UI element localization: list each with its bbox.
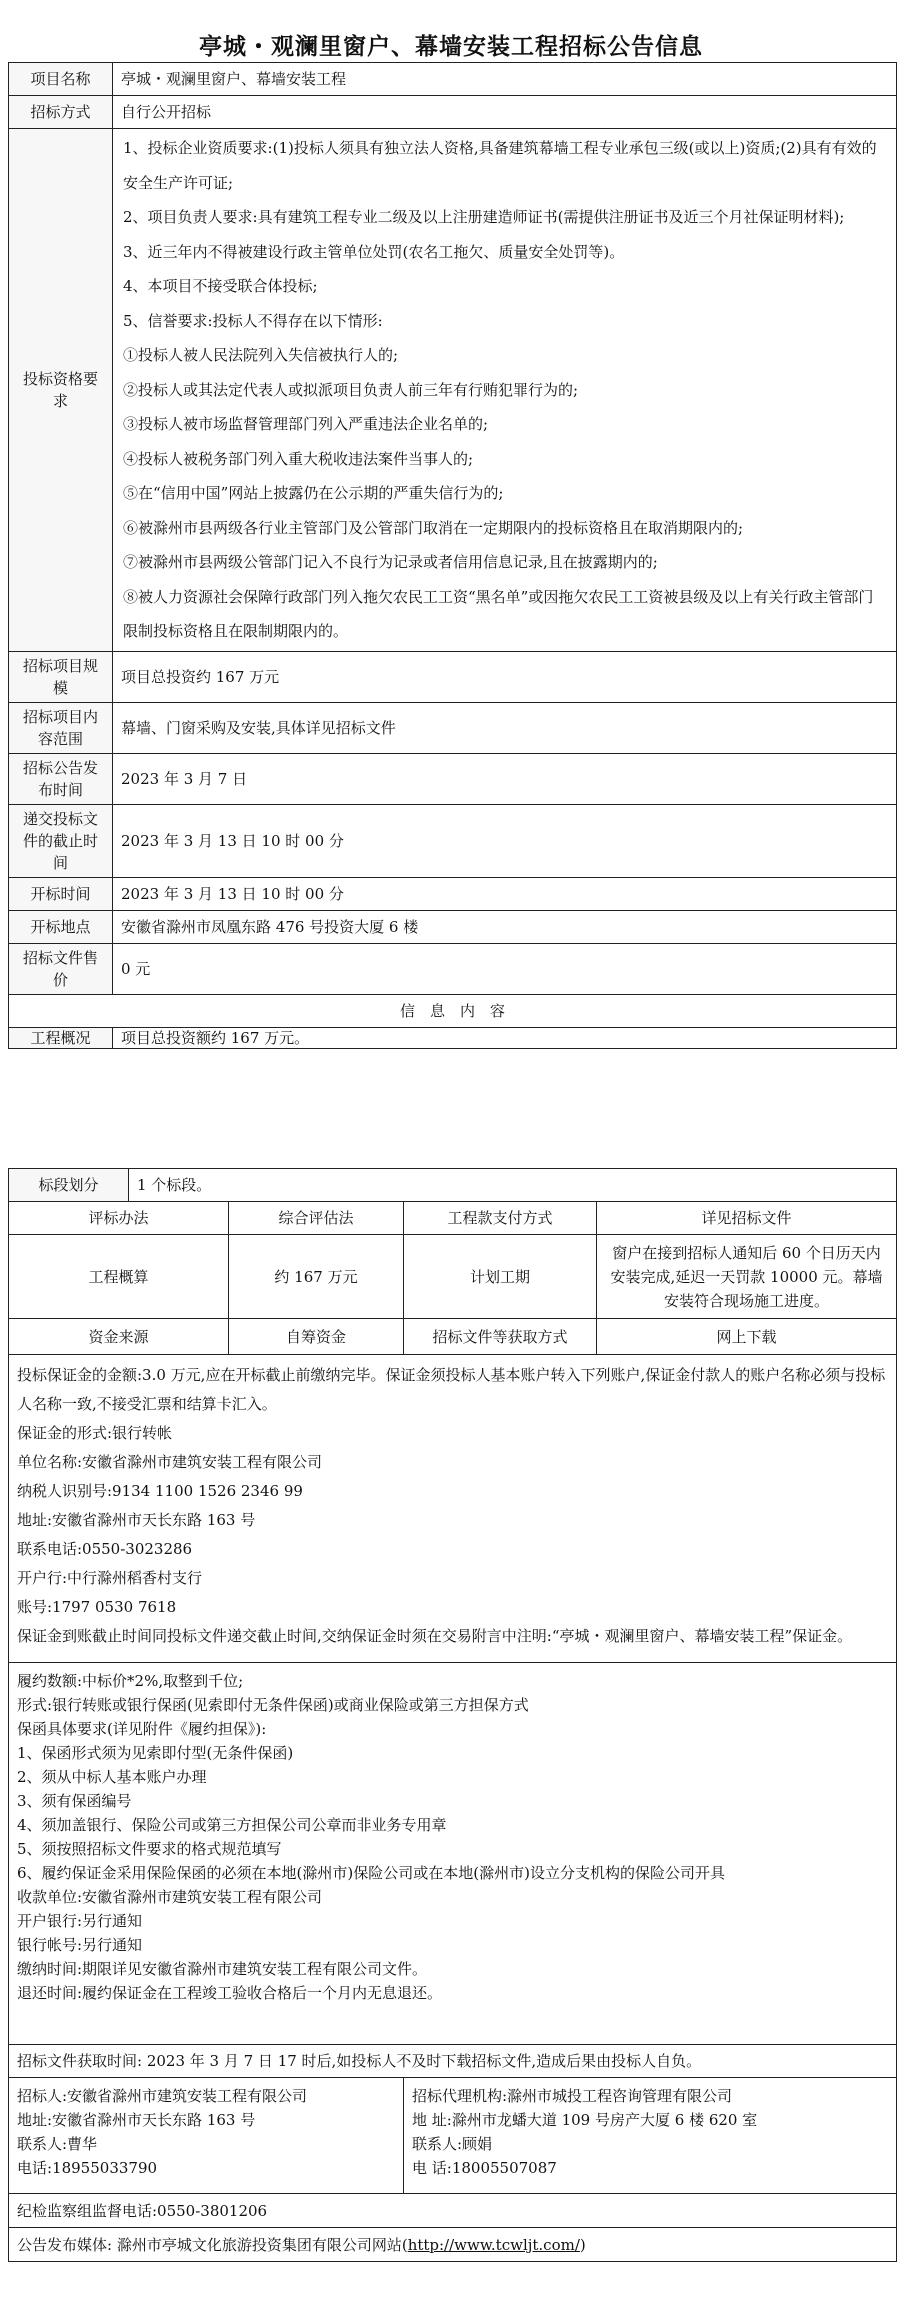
acquire-method-value: 网上下载 [597,1319,897,1355]
row-supervision [9,2194,897,2228]
media-link[interactable]: http://www.tcwljt.com/ [407,2235,580,2254]
performance-line: 3、须有保函编号 [17,1792,132,1810]
row-open-place [9,910,897,943]
performance-line: 4、须加盖银行、保险公司或第三方担保公司公章而非业务专用章 [17,1816,447,1834]
publish-time-label: 招标公告发布时间 [9,753,113,804]
funds-value: 自筹资金 [229,1319,404,1355]
qualification-line: ⑧被人力资源社会保障行政部门列入拖欠农民工工资“黑名单”或因拖欠农民工工资被县级及以上有关行政主管部门限制投标资格且在限制期限内的。 [123,587,874,640]
publish-media [9,2228,897,2262]
acquire-method-label: 招标文件等获取方式 [404,1319,597,1355]
qualification-line: 5、信誉要求:投标人不得存在以下情形: [123,311,383,330]
scope-value: 幕墙、门窗采购及安装,具体详见招标文件 [113,702,897,753]
performance-line: 开户银行:另行通知 [17,1912,143,1930]
doc-acquire-time: 招标文件获取时间: 2023 年 3 月 7 日 17 时后,如投标人不及时下载招标文件,造成后果由投标人自负。 [9,2045,897,2078]
scope-label: 招标项目内容范围 [9,702,113,753]
performance-line: 缴纳时间:期限详见安徽省滁州市建筑安装工程有限公司文件。 [17,1960,428,1978]
deadline-label: 递交投标文件的截止时间 [9,804,113,877]
deadline-value: 2023 年 3 月 13 日 10 时 00 分 [113,804,897,877]
publish-time-value: 2023 年 3 月 7 日 [113,753,897,804]
row-project-name [9,63,897,96]
info-content-header: 信 息 内 容 [9,994,897,1027]
performance-line: 6、履约保证金采用保险保函的必须在本地(滁州市)保险公司或在本地(滁州市)设立分支机构的保险公司开具 [17,1864,725,1882]
performance-line: 保函具体要求(详见附件《履约担保》): [17,1720,267,1738]
performance-line: 2、须从中标人基本账户办理 [17,1768,207,1786]
performance-line: 履约数额:中标价*2%,取整到千位; [17,1672,244,1690]
row-tender-method [9,96,897,129]
qualification-label: 投标资格要求 [9,129,113,652]
row-bond [9,1355,897,1663]
tenderer-contact [9,2078,404,2194]
row-doc-price [9,943,897,994]
row-qualification [9,129,897,652]
qualification-line: ⑥被滁州市县两级各行业主管部门及公管部门取消在一定期限内的投标资格且在取消期限内的; [123,518,744,537]
row-funds [9,1319,897,1355]
qualification-line: ⑤在“信用中国”网站上披露仍在公示期的严重失信行为的; [123,484,504,502]
open-place-value: 安徽省滁州市凤凰东路 476 号投资大厦 6 楼 [113,910,897,943]
row-sections [9,1169,897,1202]
open-time-label: 开标时间 [9,877,113,910]
sections-label: 标段划分 [9,1169,129,1202]
qualification-line: ④投标人被税务部门列入重大税收违法案件当事人的; [123,449,474,468]
performance-line: 退还时间:履约保证金在工程竣工验收合格后一个月内无息退还。 [17,1984,443,2002]
agent-line: 招标代理机构:滁州市城投工程咨询管理有限公司 [412,2087,733,2105]
tender-method-label: 招标方式 [9,96,113,129]
doc-price-value: 0 元 [113,943,897,994]
qualification-line: 2、项目负责人要求:具有建筑工程专业二级及以上注册建造师证书(需提供注册证书及近三个月社保证明材料); [123,208,845,226]
bond-line: 纳税人识别号:9134 1100 1526 2346 99 [17,1482,303,1500]
agent-line: 联系人:顾娟 [412,2135,493,2153]
performance-line: 形式:银行转账或银行保函(见索即付无条件保函)或商业保险或第三方担保方式 [17,1696,529,1714]
open-time-value: 2023 年 3 月 13 日 10 时 00 分 [113,877,897,910]
qualification-line: ⑦被滁州市县两级公管部门记入不良行为记录或者信用信息记录,且在披露期内的; [123,553,658,571]
row-open-time [9,877,897,910]
qualification-line: ②投标人或其法定代表人或拟派项目负责人前三年有行贿犯罪行为的; [123,380,579,399]
bond-line: 开户行:中行滁州稻香村支行 [17,1569,203,1587]
scale-value: 项目总投资约 167 万元 [113,651,897,702]
performance-line: 收款单位:安徽省滁州市建筑安装工程有限公司 [17,1888,323,1906]
budget-value: 约 167 万元 [229,1235,404,1319]
announcement-table [8,62,897,1049]
performance-line: 银行帐号:另行通知 [17,1936,143,1954]
agent-line: 地 址:滁州市龙蟠大道 109 号房产大厦 6 楼 620 室 [412,2111,758,2129]
media-suffix: ) [579,2235,586,2254]
schedule-label: 计划工期 [404,1235,597,1319]
agent-line: 电 话:18005507087 [412,2159,557,2177]
row-info-header [9,994,897,1027]
qualification-line: 3、近三年内不得被建设行政主管单位处罚(农名工拖欠、质量安全处罚等)。 [123,242,625,261]
supervision-phone: 纪检监察组监督电话:0550-3801206 [9,2194,897,2228]
doc-price-label: 招标文件售价 [9,943,113,994]
tenderer-line: 招标人:安徽省滁州市建筑安装工程有限公司 [17,2087,308,2105]
budget-label: 工程概算 [9,1235,229,1319]
tenderer-line: 地址:安徽省滁州市天长东路 163 号 [17,2111,256,2129]
overview-value: 项目总投资额约 167 万元。 [113,1027,897,1048]
row-doc-acquire [9,2045,897,2078]
eval-method-label: 评标办法 [9,1202,229,1235]
row-budget [9,1235,897,1319]
info-table [8,1168,897,2262]
media-prefix: 公告发布媒体: 滁州市亭城文化旅游投资集团有限公司网站( [17,2235,408,2254]
qualification-content [113,129,897,652]
bond-content [9,1355,897,1663]
bond-line: 地址:安徽省滁州市天长东路 163 号 [17,1511,256,1529]
eval-method-value: 综合评估法 [229,1202,404,1235]
bond-line: 投标保证金的金额:3.0 万元,应在开标截止前缴纳完毕。保证金须投标人基本账户转入下列账户,保证金付款人的账户名称必须与投标人名称一致,不接受汇票和结算卡汇入。 [17,1366,886,1413]
bond-line: 单位名称:安徽省滁州市建筑安装工程有限公司 [17,1453,323,1471]
row-scale [9,651,897,702]
funds-label: 资金来源 [9,1319,229,1355]
row-performance [9,1663,897,2045]
overview-label: 工程概况 [9,1027,113,1048]
qualification-line: ③投标人被市场监督管理部门列入严重违法企业名单的; [123,415,489,433]
qualification-line: 1、投标企业资质要求:(1)投标人须具有独立法人资格,具备建筑幕墙工程专业承包三级(或以上)资质;(2)具有有效的安全生产许可证; [123,139,877,192]
tenderer-line: 电话:18955033790 [17,2159,158,2177]
open-place-label: 开标地点 [9,910,113,943]
row-contacts [9,2078,897,2194]
row-media [9,2228,897,2262]
agent-contact [404,2078,897,2194]
performance-line: 5、须按照招标文件要求的格式规范填写 [17,1840,282,1858]
scale-label: 招标项目规模 [9,651,113,702]
bond-line: 联系电话:0550-3023286 [17,1540,193,1558]
row-deadline [9,804,897,877]
project-name-value: 亭城・观澜里窗户、幕墙安装工程 [113,63,897,96]
payment-label: 工程款支付方式 [404,1202,597,1235]
schedule-value: 窗户在接到招标人通知后 60 个日历天内安装完成,延迟一天罚款 10000 元。幕墙安装符合现场施工进度。 [597,1235,897,1319]
bond-line: 保证金的形式:银行转帐 [17,1424,173,1442]
row-scope [9,702,897,753]
sections-value: 1 个标段。 [129,1169,897,1202]
page-title: 亭城・观澜里窗户、幕墙安装工程招标公告信息 [199,34,703,60]
payment-value: 详见招标文件 [597,1202,897,1235]
qualification-line: ①投标人被人民法院列入失信被执行人的; [123,346,399,364]
row-overview [9,1027,897,1048]
tender-method-value: 自行公开招标 [113,96,897,129]
bond-line: 保证金到账截止时间同投标文件递交截止时间,交纳保证金时须在交易附言中注明:“亭城・观澜里窗户、幕墙安装工程”保证金。 [17,1627,853,1645]
bond-line: 账号:1797 0530 7618 [17,1598,177,1616]
row-publish-time [9,753,897,804]
performance-line: 1、保函形式须为见索即付型(无条件保函) [17,1744,294,1762]
qualification-line: 4、本项目不接受联合体投标; [123,277,318,295]
project-name-label: 项目名称 [9,63,113,96]
row-eval [9,1202,897,1235]
tenderer-line: 联系人:曹华 [17,2135,98,2153]
performance-content [9,1663,897,2045]
